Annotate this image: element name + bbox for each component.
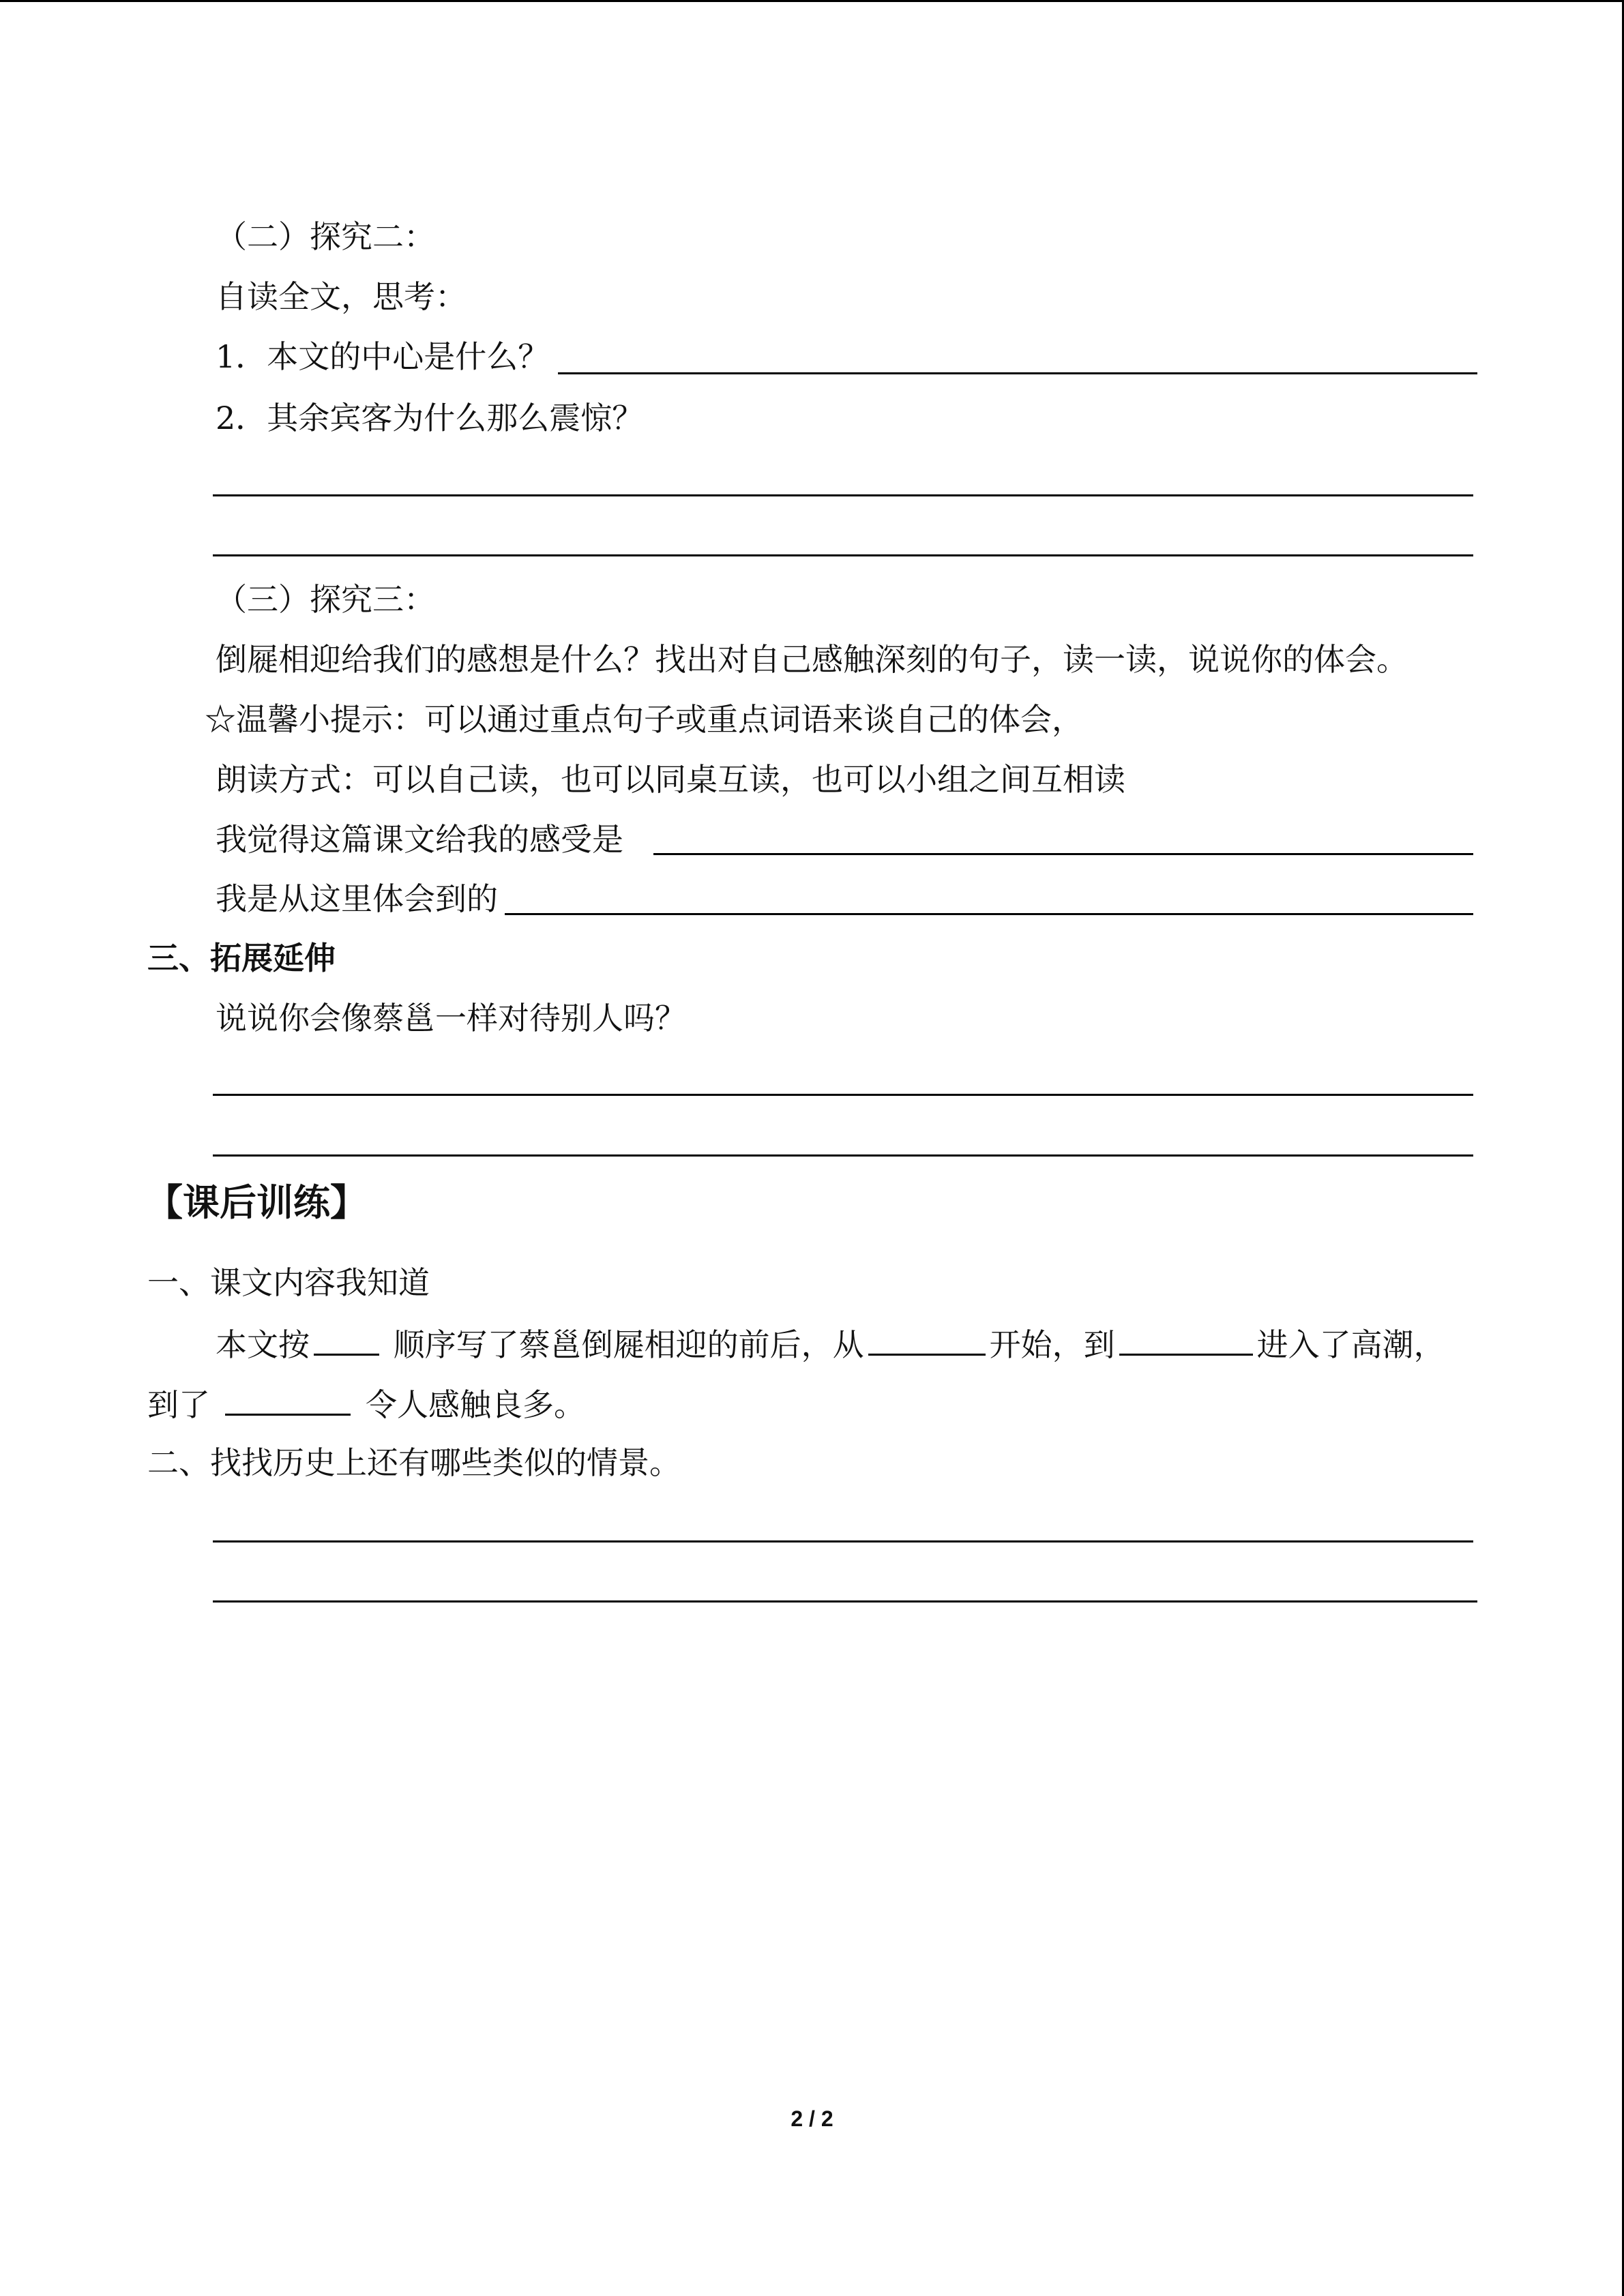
answer-line-q1[interactable]: [558, 372, 1477, 374]
blank-order[interactable]: [314, 1322, 379, 1356]
answer-line-feeling[interactable]: [653, 853, 1473, 855]
part-two-heading: 二、找找历史上还有哪些类似的情景。: [147, 1444, 681, 1481]
fill-text-b: 顺序写了蔡邕倒屣相迎的前后，从: [393, 1326, 864, 1363]
source-prompt: 我是从这里体会到的: [216, 880, 498, 917]
fill-text-a: 本文按: [216, 1326, 310, 1363]
extension-heading: 三、拓展延伸: [147, 940, 336, 976]
inquiry-three-prompt: 倒屣相迎给我们的感想是什么？找出对自己感触深刻的句子，读一读，说说你的体会。: [216, 641, 1408, 678]
answer-line-q2-b[interactable]: [213, 554, 1473, 556]
question-2: 2．其余宾客为什么那么震惊？: [216, 400, 644, 436]
answer-line-source[interactable]: [505, 913, 1473, 915]
feeling-prompt: 我觉得这篇课文给我的感受是: [216, 821, 623, 858]
warm-tip: ☆温馨小提示：可以通过重点句子或重点词语来谈自己的体会，: [205, 701, 1083, 738]
fill-sentence-line2: [147, 1382, 585, 1425]
fill-text-f: 令人感触良多。: [366, 1386, 585, 1423]
inquiry-two-heading: （二）探究二：: [216, 218, 435, 255]
blank-start[interactable]: [868, 1322, 986, 1356]
reading-method: 朗读方式：可以自己读，也可以同桌互读，也可以小组之间互相读: [216, 761, 1125, 798]
blank-end[interactable]: [225, 1382, 351, 1416]
page-number: 2 / 2: [791, 2106, 833, 2131]
answer-line-extension-b[interactable]: [213, 1154, 1473, 1157]
answer-line-history-b[interactable]: [213, 1600, 1477, 1602]
fill-text-d: 进入了高潮，: [1256, 1326, 1445, 1363]
fill-text-e: 到了: [147, 1386, 210, 1423]
question-1: 1．本文的中心是什么？: [216, 338, 550, 375]
after-class-title: 【课后训练】: [146, 1181, 367, 1224]
fill-sentence-line1: [216, 1322, 1445, 1365]
part-one-heading: 一、课文内容我知道: [147, 1264, 430, 1301]
extension-question: 说说你会像蔡邕一样对待别人吗？: [216, 1000, 686, 1037]
answer-line-history-a[interactable]: [213, 1540, 1473, 1542]
answer-line-q2-a[interactable]: [213, 494, 1473, 496]
fill-text-c: 开始，到: [989, 1326, 1115, 1363]
blank-climax[interactable]: [1119, 1322, 1253, 1356]
inquiry-two-intro: 自读全文，思考：: [216, 278, 467, 315]
inquiry-three-heading: （三）探究三：: [216, 581, 435, 618]
answer-line-extension-a[interactable]: [213, 1094, 1473, 1096]
